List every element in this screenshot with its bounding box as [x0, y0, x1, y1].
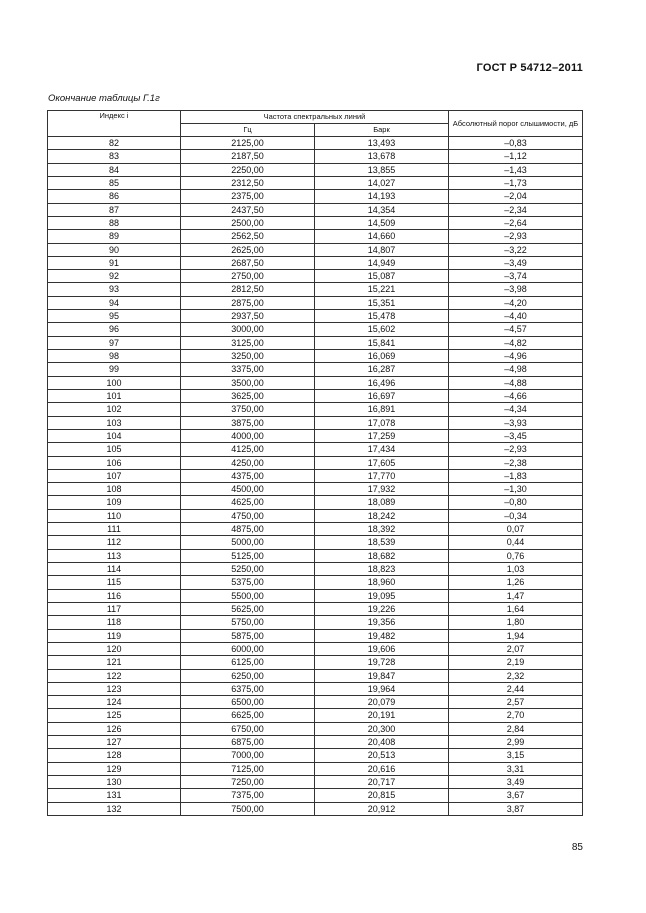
cell-threshold: 1,64 — [449, 602, 583, 615]
cell-hz: 4625,00 — [181, 496, 315, 509]
cell-index: 87 — [48, 203, 181, 216]
table-row — [48, 509, 583, 522]
cell-index: 121 — [48, 656, 181, 669]
cell-bark: 13,493 — [315, 137, 449, 150]
cell-index: 98 — [48, 350, 181, 363]
cell-bark: 19,847 — [315, 669, 449, 682]
table-row — [48, 536, 583, 549]
table-row — [48, 376, 583, 389]
table-row — [48, 749, 583, 762]
table-row — [48, 176, 583, 189]
table-row — [48, 736, 583, 749]
cell-bark: 15,478 — [315, 310, 449, 323]
cell-threshold: –1,30 — [449, 483, 583, 496]
cell-bark: 20,912 — [315, 802, 449, 815]
table-row — [48, 310, 583, 323]
cell-bark: 15,221 — [315, 283, 449, 296]
cell-threshold: –2,38 — [449, 456, 583, 469]
standard-number: ГОСТ Р 54712–2011 — [476, 62, 583, 74]
cell-index: 106 — [48, 456, 181, 469]
cell-hz: 2937,50 — [181, 310, 315, 323]
cell-hz: 6250,00 — [181, 669, 315, 682]
cell-threshold: –4,88 — [449, 376, 583, 389]
cell-hz: 3625,00 — [181, 389, 315, 402]
table-row — [48, 429, 583, 442]
cell-bark: 14,949 — [315, 256, 449, 269]
cell-bark: 13,855 — [315, 163, 449, 176]
table-row — [48, 230, 583, 243]
table-row — [48, 203, 583, 216]
cell-threshold: –1,73 — [449, 176, 583, 189]
cell-threshold: 0,07 — [449, 523, 583, 536]
cell-index: 92 — [48, 270, 181, 283]
cell-threshold: –3,45 — [449, 429, 583, 442]
cell-bark: 15,841 — [315, 336, 449, 349]
cell-hz: 4375,00 — [181, 469, 315, 482]
cell-hz: 3125,00 — [181, 336, 315, 349]
cell-bark: 20,815 — [315, 789, 449, 802]
cell-bark: 20,513 — [315, 749, 449, 762]
cell-hz: 5000,00 — [181, 536, 315, 549]
cell-index: 127 — [48, 736, 181, 749]
cell-hz: 2375,00 — [181, 190, 315, 203]
cell-bark: 13,678 — [315, 150, 449, 163]
cell-index: 97 — [48, 336, 181, 349]
cell-bark: 17,932 — [315, 483, 449, 496]
header-bark: Барк — [315, 124, 449, 137]
cell-index: 119 — [48, 629, 181, 642]
cell-threshold: 2,19 — [449, 656, 583, 669]
cell-threshold: –4,82 — [449, 336, 583, 349]
cell-hz: 4875,00 — [181, 523, 315, 536]
cell-threshold: –4,57 — [449, 323, 583, 336]
cell-hz: 3500,00 — [181, 376, 315, 389]
table-row — [48, 190, 583, 203]
cell-bark: 14,027 — [315, 176, 449, 189]
cell-hz: 7375,00 — [181, 789, 315, 802]
table-row — [48, 483, 583, 496]
table-row — [48, 776, 583, 789]
table-row — [48, 389, 583, 402]
cell-bark: 16,496 — [315, 376, 449, 389]
table-row — [48, 563, 583, 576]
table-body — [48, 137, 583, 816]
table-row — [48, 722, 583, 735]
table-row — [48, 789, 583, 802]
cell-threshold: –3,93 — [449, 416, 583, 429]
table-row — [48, 363, 583, 376]
cell-bark: 14,354 — [315, 203, 449, 216]
cell-index: 85 — [48, 176, 181, 189]
cell-threshold: –1,43 — [449, 163, 583, 176]
cell-hz: 5250,00 — [181, 563, 315, 576]
cell-index: 116 — [48, 589, 181, 602]
cell-index: 120 — [48, 642, 181, 655]
cell-bark: 14,807 — [315, 243, 449, 256]
table-row — [48, 616, 583, 629]
cell-index: 129 — [48, 762, 181, 775]
cell-index: 107 — [48, 469, 181, 482]
cell-index: 105 — [48, 443, 181, 456]
cell-threshold: 3,87 — [449, 802, 583, 815]
cell-index: 94 — [48, 296, 181, 309]
table-row — [48, 216, 583, 229]
table-row — [48, 403, 583, 416]
cell-index: 130 — [48, 776, 181, 789]
cell-bark: 18,823 — [315, 563, 449, 576]
cell-hz: 3750,00 — [181, 403, 315, 416]
cell-hz: 2500,00 — [181, 216, 315, 229]
cell-bark: 17,605 — [315, 456, 449, 469]
cell-threshold: 1,03 — [449, 563, 583, 576]
table-row — [48, 549, 583, 562]
cell-index: 83 — [48, 150, 181, 163]
cell-index: 104 — [48, 429, 181, 442]
table-row — [48, 762, 583, 775]
cell-index: 111 — [48, 523, 181, 536]
table-row — [48, 416, 583, 429]
cell-hz: 5875,00 — [181, 629, 315, 642]
cell-threshold: –2,64 — [449, 216, 583, 229]
cell-hz: 2687,50 — [181, 256, 315, 269]
cell-hz: 7500,00 — [181, 802, 315, 815]
cell-hz: 6000,00 — [181, 642, 315, 655]
cell-bark: 18,089 — [315, 496, 449, 509]
cell-threshold: 2,57 — [449, 696, 583, 709]
table-row — [48, 256, 583, 269]
cell-bark: 18,539 — [315, 536, 449, 549]
cell-hz: 7250,00 — [181, 776, 315, 789]
table-row — [48, 456, 583, 469]
cell-hz: 3000,00 — [181, 323, 315, 336]
cell-bark: 15,351 — [315, 296, 449, 309]
cell-index: 125 — [48, 709, 181, 722]
spectral-lines-table — [47, 110, 583, 816]
cell-threshold: 0,44 — [449, 536, 583, 549]
cell-threshold: –2,93 — [449, 443, 583, 456]
table-row — [48, 283, 583, 296]
table-row — [48, 589, 583, 602]
cell-hz: 3250,00 — [181, 350, 315, 363]
table-row — [48, 629, 583, 642]
cell-bark: 14,193 — [315, 190, 449, 203]
cell-hz: 2562,50 — [181, 230, 315, 243]
cell-bark: 19,964 — [315, 682, 449, 695]
cell-index: 115 — [48, 576, 181, 589]
cell-index: 84 — [48, 163, 181, 176]
cell-index: 88 — [48, 216, 181, 229]
cell-index: 89 — [48, 230, 181, 243]
page-number: 85 — [571, 842, 583, 853]
header-threshold: Абсолютный порог слышимости, дБ — [449, 111, 583, 137]
cell-index: 109 — [48, 496, 181, 509]
cell-hz: 2812,50 — [181, 283, 315, 296]
cell-threshold: –3,49 — [449, 256, 583, 269]
cell-bark: 20,717 — [315, 776, 449, 789]
cell-index: 126 — [48, 722, 181, 735]
cell-bark: 15,602 — [315, 323, 449, 336]
cell-hz: 5625,00 — [181, 602, 315, 615]
cell-threshold: 1,80 — [449, 616, 583, 629]
cell-bark: 17,434 — [315, 443, 449, 456]
cell-bark: 19,356 — [315, 616, 449, 629]
cell-index: 118 — [48, 616, 181, 629]
table-row — [48, 137, 583, 150]
table-caption: Окончание таблицы Г.1г — [48, 93, 160, 104]
cell-threshold: 1,26 — [449, 576, 583, 589]
cell-hz: 3375,00 — [181, 363, 315, 376]
table-row — [48, 336, 583, 349]
cell-threshold: –4,98 — [449, 363, 583, 376]
cell-bark: 16,697 — [315, 389, 449, 402]
cell-index: 123 — [48, 682, 181, 695]
cell-bark: 14,509 — [315, 216, 449, 229]
cell-bark: 19,095 — [315, 589, 449, 602]
cell-hz: 4750,00 — [181, 509, 315, 522]
cell-bark: 16,891 — [315, 403, 449, 416]
cell-index: 100 — [48, 376, 181, 389]
cell-bark: 18,392 — [315, 523, 449, 536]
table-row — [48, 682, 583, 695]
cell-bark: 20,616 — [315, 762, 449, 775]
cell-threshold: 3,31 — [449, 762, 583, 775]
cell-threshold: 3,49 — [449, 776, 583, 789]
cell-hz: 2312,50 — [181, 176, 315, 189]
cell-hz: 7125,00 — [181, 762, 315, 775]
cell-threshold: –3,98 — [449, 283, 583, 296]
cell-index: 102 — [48, 403, 181, 416]
cell-hz: 6750,00 — [181, 722, 315, 735]
cell-hz: 6500,00 — [181, 696, 315, 709]
cell-hz: 2875,00 — [181, 296, 315, 309]
cell-threshold: 2,70 — [449, 709, 583, 722]
cell-bark: 18,960 — [315, 576, 449, 589]
cell-index: 113 — [48, 549, 181, 562]
cell-hz: 5375,00 — [181, 576, 315, 589]
cell-bark: 17,770 — [315, 469, 449, 482]
cell-bark: 15,087 — [315, 270, 449, 283]
cell-hz: 4125,00 — [181, 443, 315, 456]
cell-bark: 20,191 — [315, 709, 449, 722]
cell-threshold: –0,34 — [449, 509, 583, 522]
cell-threshold: 1,47 — [449, 589, 583, 602]
cell-threshold: –0,83 — [449, 137, 583, 150]
cell-index: 95 — [48, 310, 181, 323]
cell-threshold: –4,96 — [449, 350, 583, 363]
header-frequency-group: Частота спектральных линий — [181, 111, 449, 124]
cell-hz: 2187,50 — [181, 150, 315, 163]
table-row — [48, 523, 583, 536]
cell-threshold: –2,34 — [449, 203, 583, 216]
table-row — [48, 296, 583, 309]
cell-index: 101 — [48, 389, 181, 402]
header-hz: Гц — [181, 124, 315, 137]
table-row — [48, 642, 583, 655]
cell-index: 91 — [48, 256, 181, 269]
cell-index: 132 — [48, 802, 181, 815]
cell-threshold: 2,07 — [449, 642, 583, 655]
cell-index: 110 — [48, 509, 181, 522]
cell-index: 114 — [48, 563, 181, 576]
cell-index: 93 — [48, 283, 181, 296]
cell-index: 131 — [48, 789, 181, 802]
table-row — [48, 802, 583, 815]
cell-threshold: –4,66 — [449, 389, 583, 402]
cell-hz: 5750,00 — [181, 616, 315, 629]
cell-hz: 6375,00 — [181, 682, 315, 695]
cell-index: 82 — [48, 137, 181, 150]
cell-index: 124 — [48, 696, 181, 709]
cell-index: 103 — [48, 416, 181, 429]
cell-threshold: –3,74 — [449, 270, 583, 283]
table-row — [48, 150, 583, 163]
cell-threshold: 2,99 — [449, 736, 583, 749]
cell-index: 99 — [48, 363, 181, 376]
cell-hz: 2625,00 — [181, 243, 315, 256]
cell-bark: 20,300 — [315, 722, 449, 735]
table-row — [48, 323, 583, 336]
cell-hz: 7000,00 — [181, 749, 315, 762]
cell-bark: 18,682 — [315, 549, 449, 562]
cell-threshold: –2,04 — [449, 190, 583, 203]
table-row — [48, 443, 583, 456]
cell-threshold: 2,44 — [449, 682, 583, 695]
cell-threshold: –2,93 — [449, 230, 583, 243]
cell-bark: 18,242 — [315, 509, 449, 522]
cell-threshold: 3,15 — [449, 749, 583, 762]
cell-index: 117 — [48, 602, 181, 615]
cell-bark: 16,069 — [315, 350, 449, 363]
cell-threshold: 2,32 — [449, 669, 583, 682]
cell-index: 108 — [48, 483, 181, 496]
cell-index: 122 — [48, 669, 181, 682]
cell-hz: 2250,00 — [181, 163, 315, 176]
cell-bark: 20,079 — [315, 696, 449, 709]
cell-hz: 6625,00 — [181, 709, 315, 722]
cell-hz: 2750,00 — [181, 270, 315, 283]
cell-index: 96 — [48, 323, 181, 336]
cell-bark: 19,226 — [315, 602, 449, 615]
table-row — [48, 602, 583, 615]
cell-threshold: –0,80 — [449, 496, 583, 509]
cell-index: 86 — [48, 190, 181, 203]
cell-threshold: –3,22 — [449, 243, 583, 256]
cell-hz: 2125,00 — [181, 137, 315, 150]
cell-threshold: –4,40 — [449, 310, 583, 323]
cell-bark: 19,482 — [315, 629, 449, 642]
cell-threshold: 0,76 — [449, 549, 583, 562]
cell-threshold: –1,12 — [449, 150, 583, 163]
cell-bark: 19,606 — [315, 642, 449, 655]
cell-bark: 14,660 — [315, 230, 449, 243]
cell-threshold: 1,94 — [449, 629, 583, 642]
cell-hz: 6875,00 — [181, 736, 315, 749]
cell-threshold: 2,84 — [449, 722, 583, 735]
cell-threshold: –1,83 — [449, 469, 583, 482]
table-row — [48, 243, 583, 256]
table-row — [48, 656, 583, 669]
cell-bark: 19,728 — [315, 656, 449, 669]
cell-index: 90 — [48, 243, 181, 256]
cell-hz: 4500,00 — [181, 483, 315, 496]
cell-threshold: 3,67 — [449, 789, 583, 802]
cell-bark: 17,259 — [315, 429, 449, 442]
cell-hz: 3875,00 — [181, 416, 315, 429]
table-row — [48, 163, 583, 176]
table-row — [48, 576, 583, 589]
table-row — [48, 270, 583, 283]
header-index: Индекс i — [48, 111, 181, 137]
cell-hz: 5125,00 — [181, 549, 315, 562]
cell-hz: 4250,00 — [181, 456, 315, 469]
cell-hz: 2437,50 — [181, 203, 315, 216]
table-row — [48, 669, 583, 682]
cell-hz: 4000,00 — [181, 429, 315, 442]
cell-index: 128 — [48, 749, 181, 762]
table-row — [48, 469, 583, 482]
cell-threshold: –4,34 — [449, 403, 583, 416]
table-row — [48, 350, 583, 363]
table-row — [48, 496, 583, 509]
cell-bark: 16,287 — [315, 363, 449, 376]
cell-index: 112 — [48, 536, 181, 549]
table-row — [48, 696, 583, 709]
cell-bark: 20,408 — [315, 736, 449, 749]
cell-threshold: –4,20 — [449, 296, 583, 309]
table-row — [48, 709, 583, 722]
cell-hz: 6125,00 — [181, 656, 315, 669]
cell-hz: 5500,00 — [181, 589, 315, 602]
cell-bark: 17,078 — [315, 416, 449, 429]
